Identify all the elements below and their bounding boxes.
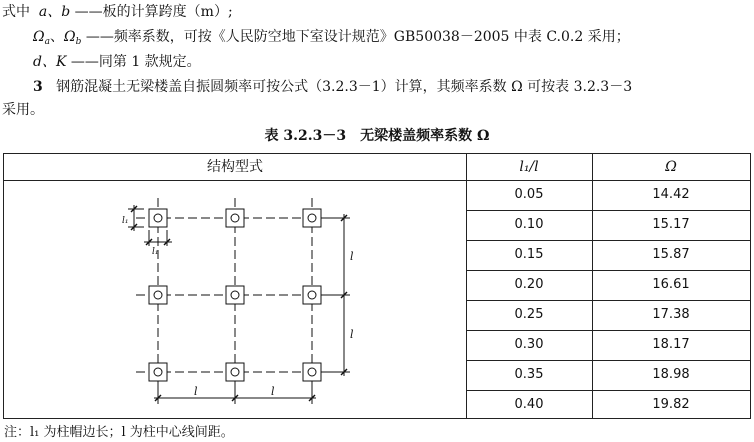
column-cap <box>303 209 321 227</box>
header-ratio: l₁/l <box>519 159 539 175</box>
column-cap <box>303 363 321 381</box>
var-omega-b: Ω <box>63 29 76 45</box>
sub-a: a <box>44 37 50 47</box>
dim-label-l1: l₁ <box>122 216 129 226</box>
def-text: ——频率系数，可按《人民防空地下室设计规范》GB50038－2005 中表 C.0.2 采用； <box>85 29 630 45</box>
cell-ratio: 0.40 <box>514 397 544 412</box>
dim-label-l: l <box>194 385 198 398</box>
def-text: ——板的计算跨度（m）; <box>74 4 233 20</box>
cell-omega: 14.42 <box>652 187 690 202</box>
cell-omega: 18.17 <box>652 337 690 352</box>
flat-slab-column-grid-diagram <box>114 190 374 412</box>
sep: 、 <box>49 29 64 45</box>
header-structure: 结构型式 <box>207 159 263 175</box>
cell-omega: 19.82 <box>652 397 690 412</box>
cell-ratio: 0.05 <box>514 187 544 202</box>
frequency-table <box>3 153 751 419</box>
cell-omega: 15.87 <box>652 247 690 262</box>
table-note: 注：l₁ 为柱帽边长；l 为柱中心线间距。 <box>4 425 234 440</box>
cell-ratio: 0.20 <box>514 277 544 292</box>
sub-b: b <box>75 37 82 47</box>
line-clause-3-end: 采用。 <box>2 102 44 118</box>
cell-ratio: 0.15 <box>514 247 544 262</box>
cell-ratio: 0.10 <box>514 217 544 232</box>
clause-text: 钢筋混凝土无梁楼盖自振圆频率可按公式（3.2.3－1）计算，其频率系数 Ω 可按表 3.2.3－3 <box>56 79 633 95</box>
cell-omega: 15.17 <box>652 217 690 232</box>
cell-ratio: 0.35 <box>514 367 544 382</box>
def-text: ——同第 1 款规定。 <box>70 54 201 70</box>
var-ab: a、b <box>38 4 71 20</box>
table-caption: 表 3.2.3－3 无梁楼盖频率系数 Ω <box>264 128 490 144</box>
dim-label-l: l <box>271 385 275 398</box>
cell-ratio: 0.30 <box>514 337 544 352</box>
cell-omega: 18.98 <box>652 367 690 382</box>
column-cap <box>149 286 167 304</box>
var-dk: d、K <box>33 54 67 70</box>
line-span-definition <box>2 3 233 21</box>
cell-omega: 16.61 <box>652 277 690 292</box>
column-cap <box>226 209 244 227</box>
line-clause-3 <box>33 78 632 96</box>
dim-label-l: l <box>350 250 354 263</box>
column-cap <box>226 286 244 304</box>
column-cap <box>149 363 167 381</box>
header-omega: Ω <box>665 159 677 175</box>
clause-number: 3 <box>33 79 43 95</box>
column-cap <box>149 209 167 227</box>
column-cap <box>303 286 321 304</box>
cell-omega: 17.38 <box>652 307 690 322</box>
prefix: 式中 <box>2 4 30 20</box>
line-frequency-coefficient <box>33 28 630 51</box>
column-cap <box>226 363 244 381</box>
var-omega-a: Ω <box>33 29 45 45</box>
dim-label-l1: l₁ <box>152 247 159 257</box>
line-dk-definition <box>33 53 201 71</box>
cell-ratio: 0.25 <box>514 307 544 322</box>
dim-label-l: l <box>350 328 354 341</box>
